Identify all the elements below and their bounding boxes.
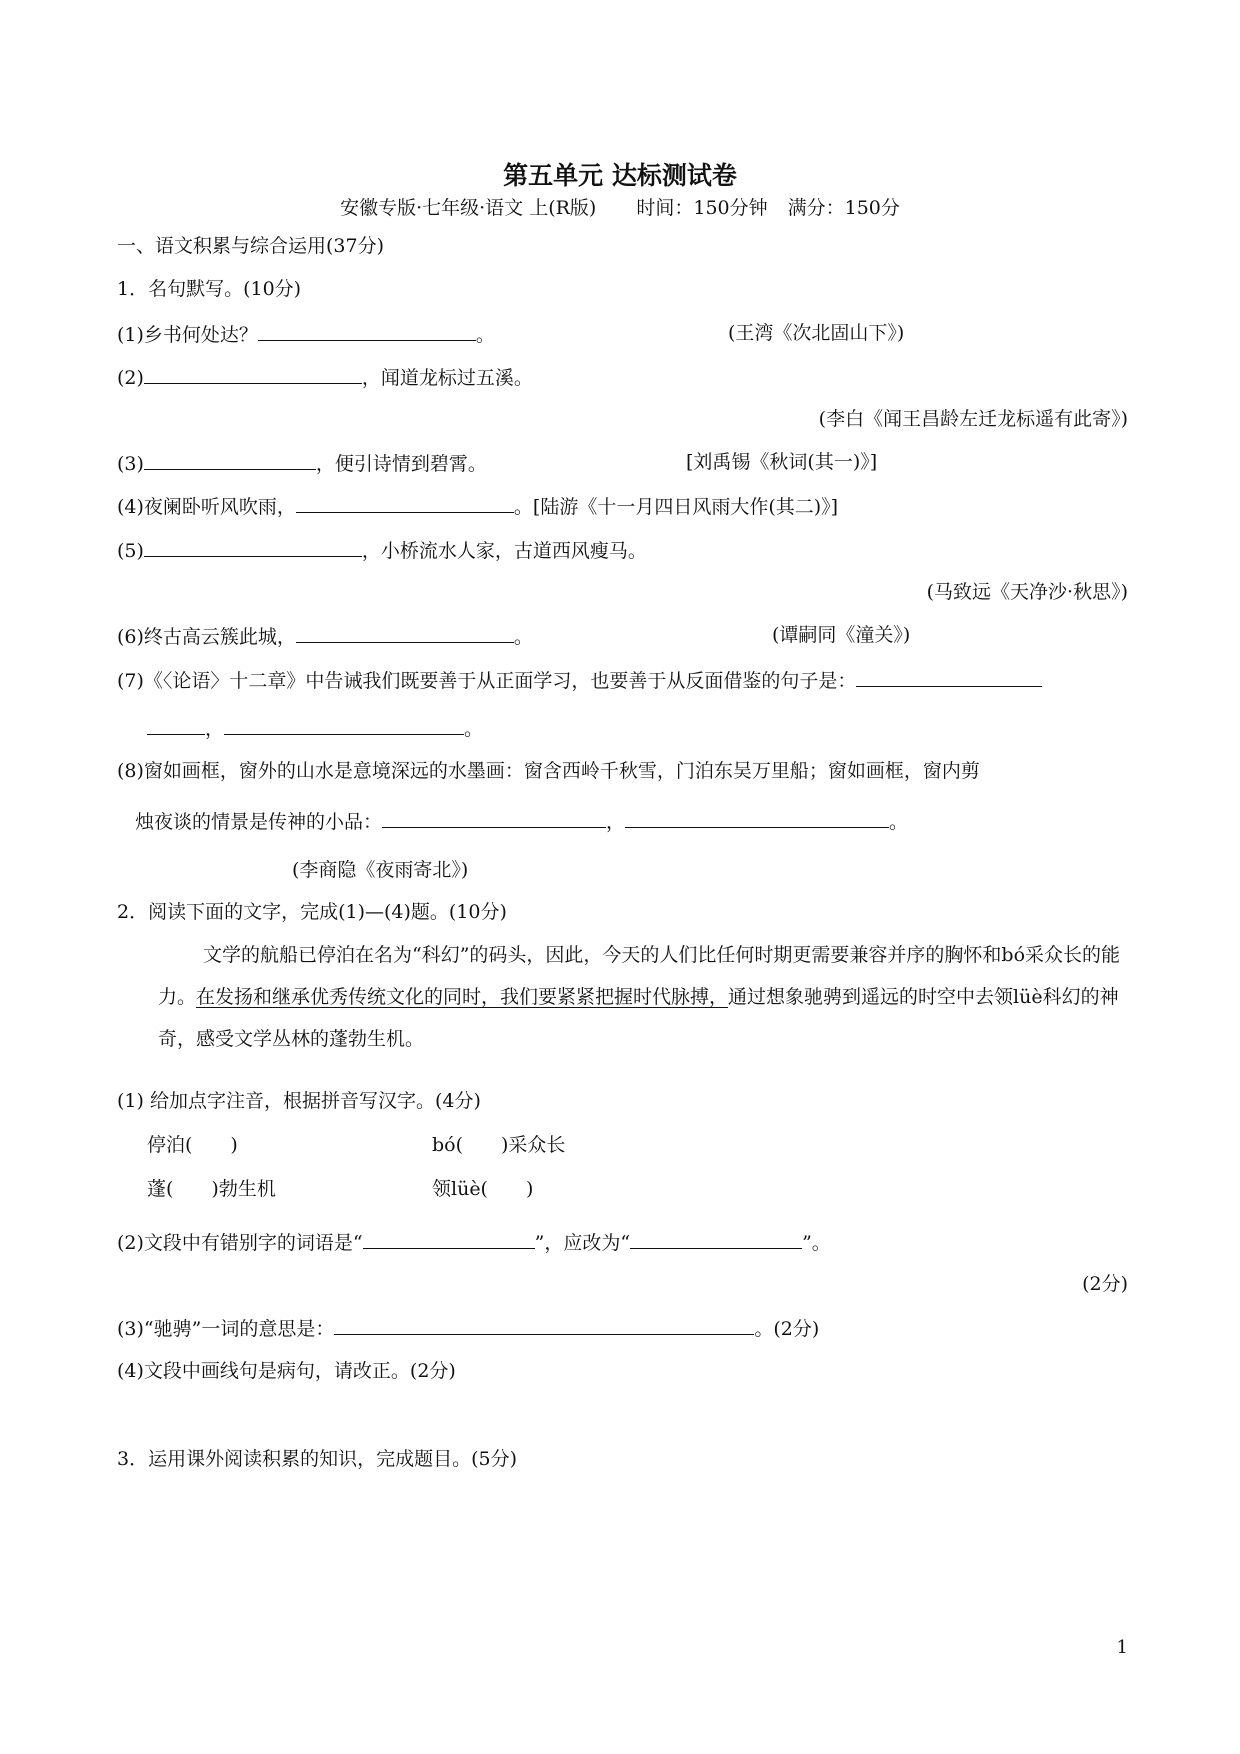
q2-sub-4: (4)文段中画线句是病句，请改正。(2分): [117, 1360, 456, 1382]
q1-item-3-source: [刘禹锡《秋词(其一)》]: [686, 451, 878, 473]
answer-blank[interactable]: [856, 670, 1042, 687]
answer-blank[interactable]: [363, 1232, 535, 1249]
q2-sub-3: (3)“驰骋”一词的意思是： 。(2分): [117, 1318, 820, 1340]
answer-blank[interactable]: [334, 1318, 754, 1335]
q1-item-1-source: (王湾《次北固山下》): [728, 322, 905, 344]
answer-blank[interactable]: [630, 1232, 802, 1249]
question-2-heading: 2．阅读下面的文字，完成(1)—(4)题。(10分): [117, 901, 507, 923]
score-label: 满分：150分: [787, 197, 900, 219]
page-subtitle: [0, 199, 1240, 218]
pinyin-item-d: 领lüè( ): [432, 1178, 534, 1200]
question-1-heading: 1．名句默写。(10分): [117, 278, 302, 300]
answer-blank[interactable]: [296, 496, 514, 513]
underlined-sentence: 在发扬和继承优秀传统文化的同时，我们要紧紧把握时代脉搏，: [196, 986, 729, 1008]
answer-blank[interactable]: [296, 626, 514, 643]
page-title: 第五单元 达标测试卷: [503, 161, 737, 190]
q1-item-2-source: (李白《闻王昌龄左迁龙标遥有此寄》): [818, 408, 1128, 430]
q1-item-3: (3) ，便引诗情到碧霄。: [117, 453, 487, 475]
answer-blank[interactable]: [144, 540, 362, 557]
q1-item-6: (6)终古高云簇此城， 。: [117, 626, 533, 648]
q1-item-1: (1)乡书何处达？ 。: [117, 324, 495, 346]
section-heading: 一、语文积累与综合运用(37分): [117, 235, 385, 257]
answer-blank[interactable]: [144, 367, 362, 384]
pinyin-item-c: 蓬( )勃生机: [147, 1178, 276, 1200]
q2-sub-1-heading: (1) 给加点字注音，根据拼音写汉字。(4分): [117, 1090, 481, 1112]
answer-blank[interactable]: [144, 453, 316, 470]
answer-blank[interactable]: [224, 718, 464, 735]
q1-item-5: (5) ，小桥流水人家，古道西风瘦马。: [117, 540, 647, 562]
q1-item-4: (4)夜阑卧听风吹雨， 。[陆游《十一月四日风雨大作(其二)》]: [117, 496, 839, 518]
q1-item-7: (7)《〈论语〉十二章》中告诫我们既要善于从正面学习，也要善于从反面借鉴的句子是：: [117, 670, 1042, 691]
q1-item-7-line2: ， 。: [147, 718, 483, 739]
reading-passage: 文学的航船已停泊在名为“科幻”的码头，因此，今天的人们比任何时期更需要兼容并序的胸怀和bó采众长的能力。在发扬和继承优秀传统文化的同时，我们要紧紧把握时代脉搏，通过想象驰骋到遥远的时空中去领lüè科幻的神奇，感受文学丛林的蓬勃生机。: [158, 944, 1121, 1050]
pinyin-item-b: bó( )采众长: [432, 1134, 566, 1156]
q1-item-6-source: (谭嗣同《潼关》): [772, 624, 911, 646]
question-3-heading: 3．运用课外阅读积累的知识，完成题目。(5分): [117, 1448, 518, 1470]
answer-blank[interactable]: [625, 811, 889, 828]
answer-blank[interactable]: [147, 718, 205, 735]
q2-sub-2-score: (2分): [1082, 1273, 1128, 1295]
time-label: 时间：150分钟: [636, 197, 768, 219]
q1-item-8-source: (李商隐《夜雨寄北》): [292, 859, 469, 881]
page-number: 1: [1116, 1637, 1128, 1658]
q2-sub-2: (2)文段中有错别字的词语是“ ”，应改为“ ”。: [117, 1232, 831, 1254]
q1-item-5-source: (马致远《天净沙·秋思》): [926, 581, 1128, 603]
edition-label: 安徽专版·七年级·语文 上(R版): [340, 197, 597, 219]
q1-item-2: (2) ，闻道龙标过五溪。: [117, 367, 533, 389]
q1-item-8-line2: 烛夜谈的情景是传神的小品： ， 。: [135, 811, 909, 833]
answer-blank[interactable]: [258, 324, 476, 341]
q1-item-8: (8)窗如画框，窗外的山水是意境深远的水墨画：窗含西岭千秋雪，门泊东吴万里船；窗如画框，窗内剪: [117, 760, 980, 782]
pinyin-item-a: 停泊( ): [147, 1134, 238, 1156]
answer-blank[interactable]: [382, 811, 606, 828]
